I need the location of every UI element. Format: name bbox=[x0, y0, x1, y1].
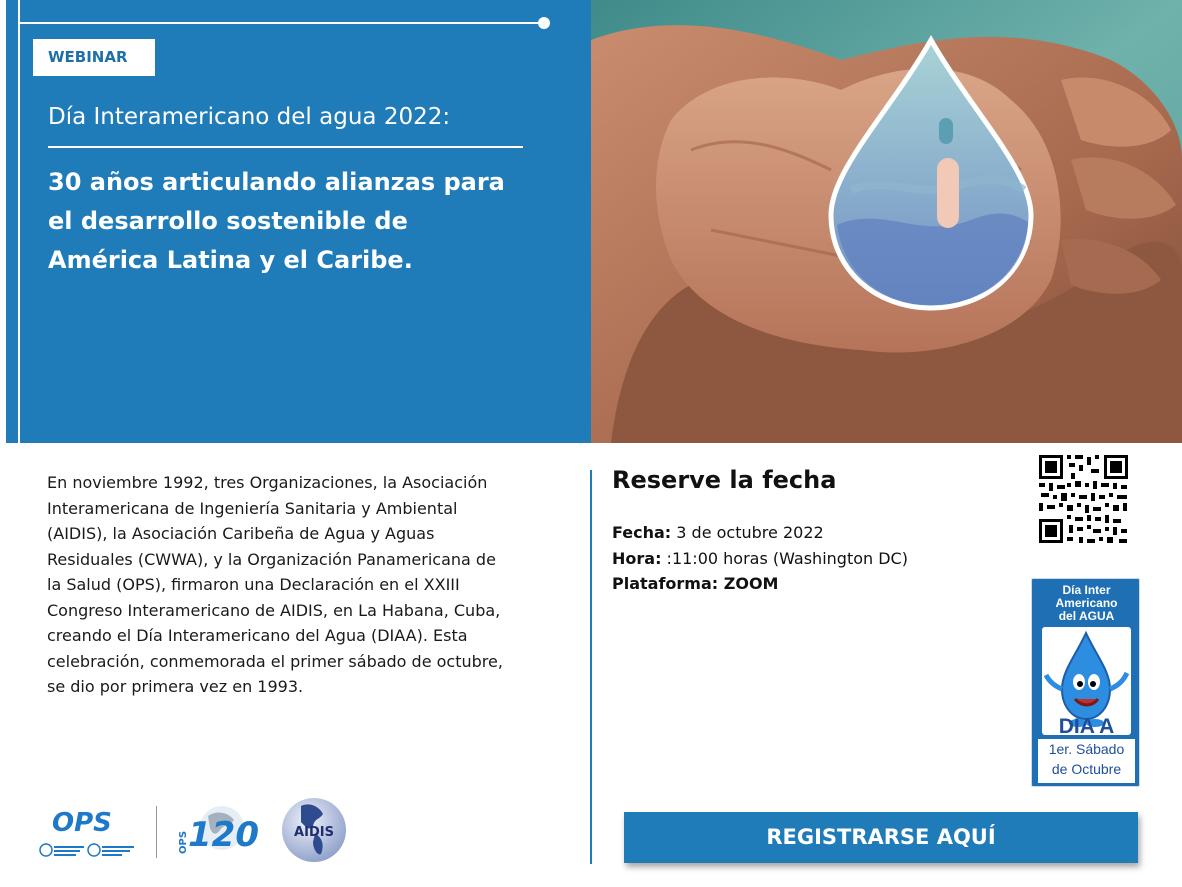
ops-120-logo bbox=[172, 800, 259, 860]
time-value: :11:00 horas (Washington DC) bbox=[661, 548, 908, 568]
badge-subtext bbox=[1038, 739, 1135, 783]
page-subtitle bbox=[48, 163, 548, 280]
svg-text:OPS: OPS bbox=[178, 830, 189, 854]
badge-subtext-line: de Octubre bbox=[1051, 761, 1122, 777]
hero-blue-panel bbox=[0, 0, 591, 443]
register-button[interactable]: REGISTRARSE AQUÍ bbox=[624, 812, 1138, 863]
ops-logo bbox=[38, 808, 144, 858]
badge-title-line: del AGUA bbox=[1058, 609, 1115, 623]
badge-subtext-line: 1er. Sábado bbox=[1048, 741, 1125, 757]
intro-line: celebración, conmemorada el primer sábado de octubre, bbox=[47, 651, 503, 671]
intro-line: (AIDIS), la Asociación Caribeña de Agua y Aguas bbox=[47, 524, 435, 543]
column-divider bbox=[590, 470, 592, 864]
subtitle-line: 30 años articulando alianzas para bbox=[48, 168, 505, 196]
dia-agua-badge bbox=[1031, 578, 1140, 787]
platform-row bbox=[612, 571, 908, 597]
badge-title-line: Americano bbox=[1055, 596, 1118, 610]
decorative-dot bbox=[538, 17, 550, 29]
event-details bbox=[612, 520, 908, 597]
intro-paragraph bbox=[47, 470, 547, 700]
badge-big-text: DIA A bbox=[1058, 715, 1115, 738]
intro-line: Residuales (CWWA), y la Organización Panamericana de bbox=[47, 549, 496, 569]
ops-logo-text: OPS bbox=[52, 808, 112, 838]
intro-line: se dio por primera vez en 1993. bbox=[47, 677, 304, 696]
webinar-badge: WEBINAR bbox=[33, 39, 155, 76]
intro-line: Congreso Interamericano de AIDIS, en La Habana, Cuba, bbox=[47, 600, 501, 620]
date-row bbox=[612, 520, 908, 546]
date-label: Fecha: bbox=[612, 523, 672, 542]
page-title: Día Interamericano del agua 2022: bbox=[48, 104, 451, 130]
date-value: 3 de octubre 2022 bbox=[671, 523, 824, 542]
platform-value: ZOOM bbox=[718, 574, 779, 593]
reserve-date-heading: Reserve la fecha bbox=[612, 466, 837, 494]
intro-line: Interamericana de Ingeniería Sanitaria y Ambiental bbox=[47, 498, 458, 518]
time-row bbox=[612, 546, 908, 572]
subtitle-line: América Latina y el Caribe. bbox=[48, 246, 413, 274]
badge-title bbox=[1032, 584, 1141, 623]
ops-emblem-icons bbox=[38, 842, 144, 858]
intro-line: creando el Día Interamericano del Agua (DIAA). Esta bbox=[47, 626, 468, 645]
time-label: Hora: bbox=[612, 548, 662, 568]
aidis-logo-text: AIDIS bbox=[294, 825, 334, 840]
hero-banner bbox=[0, 0, 1182, 443]
decorative-stripe bbox=[18, 0, 20, 443]
intro-line: la Salud (OPS), firmaron una Declaración en el XXIII bbox=[47, 575, 460, 594]
platform-label: Plataforma: bbox=[612, 574, 719, 593]
subtitle-line: el desarrollo sostenible de bbox=[48, 207, 408, 235]
logo-separator bbox=[156, 806, 157, 858]
title-divider bbox=[48, 146, 523, 148]
intro-line: En noviembre 1992, tres Organizaciones, la Asociación bbox=[47, 473, 488, 492]
badge-title-line: Día Inter bbox=[1062, 583, 1111, 597]
registration-qr-code[interactable] bbox=[1027, 443, 1140, 553]
decorative-stripe bbox=[0, 0, 6, 443]
hands-water-drop-photo bbox=[591, 0, 1182, 443]
aidis-logo bbox=[279, 796, 350, 864]
ops-120-text: 120 bbox=[188, 815, 259, 855]
decorative-rule bbox=[20, 22, 544, 24]
